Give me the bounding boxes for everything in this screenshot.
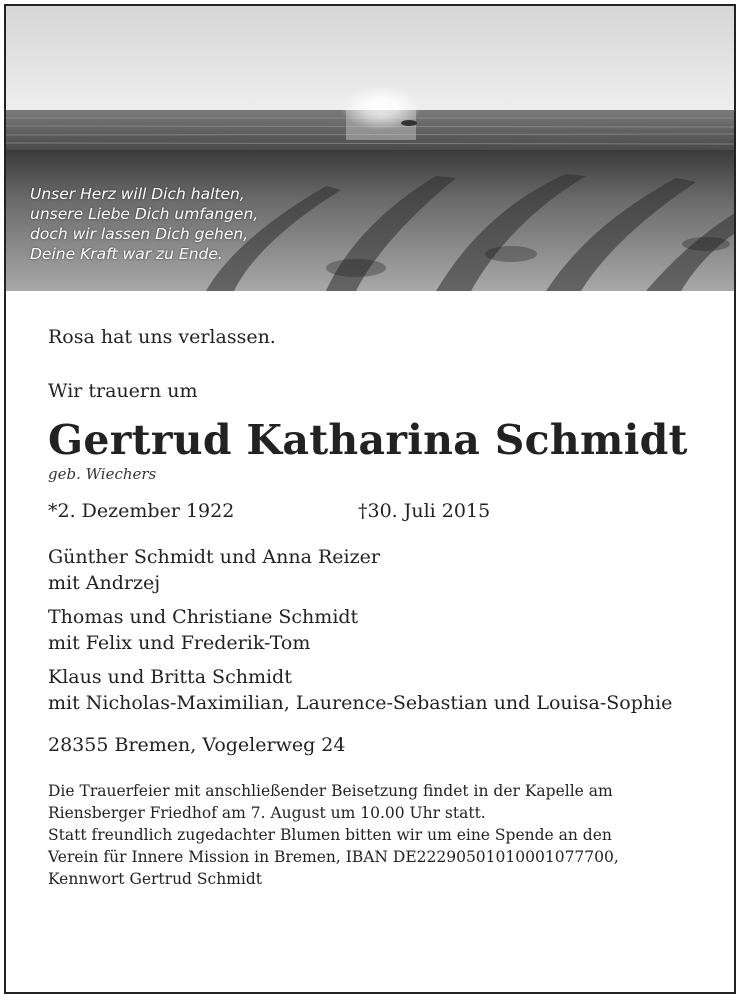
notice-line: Riensberger Friedhof am 7. August um 10.00 Uhr statt. (48, 804, 486, 822)
family-children: mit Andrzej (48, 572, 161, 594)
family-children: mit Felix und Frederik-Tom (48, 632, 311, 654)
notice-line: Verein für Innere Mission in Bremen, IBAN DE22290501010001077700, (48, 848, 619, 866)
obituary-content (48, 324, 718, 890)
poem-line: Unser Herz will Dich halten, (30, 185, 245, 203)
obituary-frame (4, 4, 736, 994)
family-group (48, 544, 718, 596)
poem-line: unsere Liebe Dich umfangen, (30, 205, 259, 223)
family-parents: Günther Schmidt und Anna Reizer (48, 546, 380, 568)
birth-date: *2. Dezember 1922 (48, 500, 235, 522)
birth-name: geb. Wiechers (48, 465, 157, 483)
family-parents: Thomas und Christiane Schmidt (48, 606, 359, 628)
address: 28355 Bremen, Vogelerweg 24 (48, 734, 346, 756)
poem-line: doch wir lassen Dich gehen, (30, 225, 249, 243)
death-date: †30. Juli 2015 (358, 500, 491, 522)
poem (30, 184, 258, 264)
family-group (48, 664, 718, 716)
family-children: mit Nicholas-Maximilian, Laurence-Sebastian und Louisa-Sophie (48, 692, 673, 714)
family-parents: Klaus und Britta Schmidt (48, 666, 292, 688)
notice-line: Statt freundlich zugedachter Blumen bitten wir um eine Spende an den (48, 826, 612, 844)
notice-line: Kennwort Gertrud Schmidt (48, 870, 262, 888)
mourn-line: Wir trauern um (48, 380, 198, 402)
life-dates (48, 498, 718, 524)
intro-line: Rosa hat uns verlassen. (48, 326, 276, 348)
family-list (48, 544, 718, 716)
family-group (48, 604, 718, 656)
funeral-notice (48, 780, 718, 890)
deceased-name: Gertrud Katharina Schmidt (48, 416, 688, 464)
notice-line: Die Trauerfeier mit anschließender Beisetzung findet in der Kapelle am (48, 782, 613, 800)
poem-line: Deine Kraft war zu Ende. (30, 245, 223, 263)
